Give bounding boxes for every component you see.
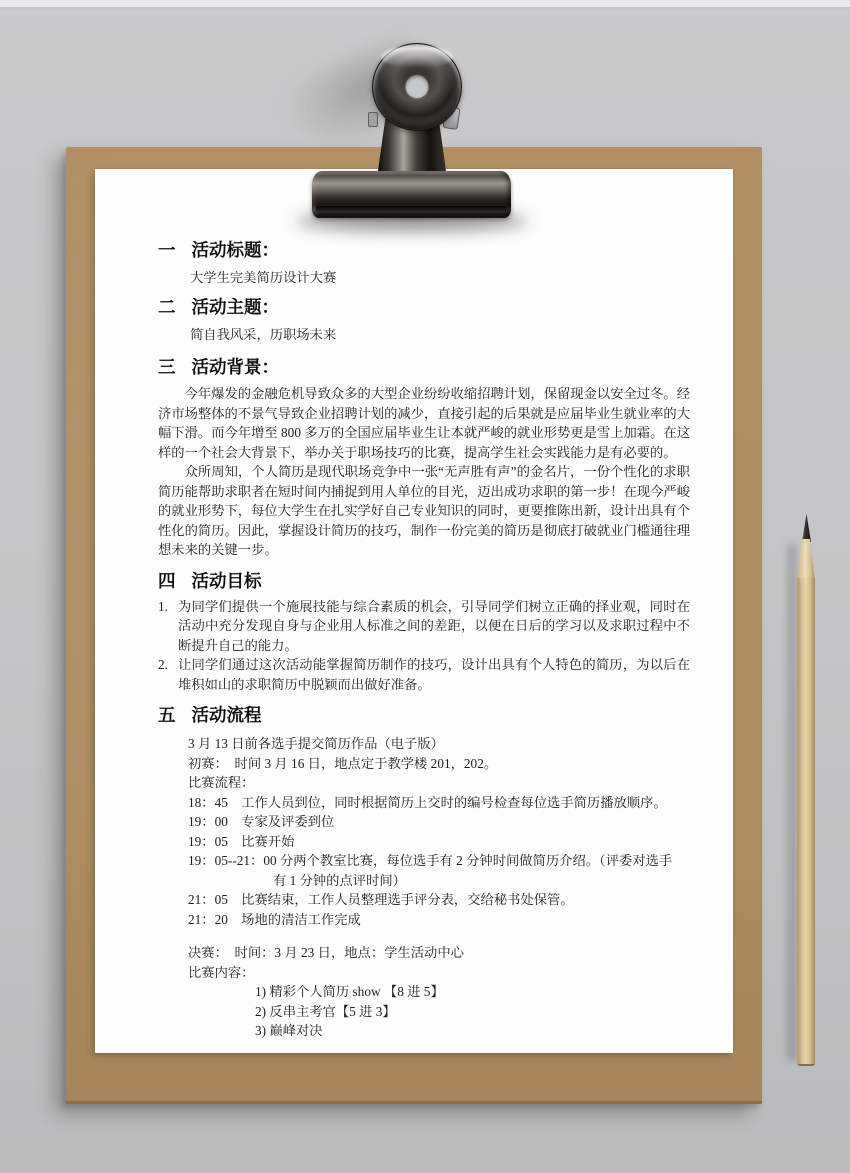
activity-title-text: 大学生完美简历设计大赛	[190, 270, 337, 285]
binder-clip-ring	[372, 43, 462, 131]
section-title: 活动背景：	[191, 357, 279, 377]
section-number: 二	[158, 296, 176, 317]
flow-line: 初赛： 时间 3 月 16 日，地点定于教学楼 201，202。	[188, 755, 498, 771]
document-content	[158, 238, 690, 1041]
pencil-wood-tip	[797, 539, 815, 581]
flow-line: 18：45 工作人员到位，同时根据简历上交时的编号检查每位选手简历播放顺序。	[188, 794, 667, 810]
pencil-shadow	[787, 545, 797, 1061]
goal-text: 为同学们提供一个施展技能与综合素质的机会，引导同学们树立正确的择业观，同时在活动中充分发现自身与企业用人标准之间的差距，以便在日后的学习以及求职过程中不断提升自己的能力。	[178, 598, 690, 653]
goal-number: 1.	[158, 598, 168, 614]
goal-item	[158, 655, 690, 694]
goal-text: 让同学们通过这次活动能掌握简历制作的技巧，设计出具有个人特色的简历，为以后在堆积如山的求职简历中脱颖而出做好准备。	[178, 657, 690, 692]
background-paragraph: 众所周知，个人简历是现代职场竞争中一张“无声胜有声”的金名片，一份个性化的求职简历能帮助求职者在短时间内捕捉到用人单位的目光，迈出成功求职的第一步！在现今严峻的就业形势下，每位大学生在扎实学好自己专业知识的同时，更要推陈出新，设计出具有个性化的简历。因此，掌握设计简历的技巧，制作一份完美的简历是彻底打破就业门槛通往理想未来的关键一步。	[158, 464, 690, 557]
section-heading-5	[158, 703, 690, 727]
section-number: 三	[158, 357, 176, 377]
section-title: 活动目标	[191, 570, 262, 591]
section-title: 活动流程	[191, 705, 262, 725]
final-round-line: 决赛： 时间：3 月 23 日，地点：学生活动中心	[188, 945, 464, 960]
section-title: 活动主题：	[191, 296, 279, 317]
pencil-graphite-tip	[802, 514, 811, 542]
top-wall-strip	[0, 0, 850, 9]
final-round-line: 比赛内容：	[188, 964, 255, 980]
final-round-block	[158, 943, 690, 1041]
goal-item	[158, 597, 690, 656]
section-heading-2	[158, 295, 690, 319]
goals-list	[158, 597, 690, 695]
paper-sheet	[95, 169, 733, 1053]
final-round-item: 3) 巅峰对决	[255, 1023, 323, 1038]
flow-line: 19：00 专家及评委到位	[188, 814, 335, 829]
pencil-body	[797, 578, 815, 1066]
final-round-item: 2) 反串主考官【5 进 3】	[255, 1003, 396, 1019]
flow-line: 比赛流程：	[188, 775, 255, 790]
flow-line: 3 月 13 日前各选手提交简历作品（电子版）	[188, 736, 444, 751]
final-round-item: 1) 精彩个人简历 show 【8 进 5】	[255, 984, 444, 999]
activity-theme-text: 简自我风采，历职场未来	[190, 326, 337, 342]
binder-clip-hole	[406, 75, 429, 98]
flow-line: 21：20 场地的清洁工作完成	[188, 911, 361, 927]
flow-line: 19：05--21：00 分两个教室比赛，每位选手有 2 分钟时间做简历介绍。（评委对选手	[188, 853, 673, 868]
section-number: 一	[158, 240, 176, 260]
flow-line: 19：05 比赛开始	[188, 833, 295, 849]
flow-line-wrapped: 有 1 分钟的点评时间）	[273, 872, 406, 888]
flow-schedule	[158, 734, 690, 929]
section-number: 四	[158, 570, 176, 591]
section-heading-3	[158, 355, 690, 379]
section-heading-1	[158, 238, 690, 262]
section-heading-4	[158, 569, 690, 593]
binder-clip-left-pivot	[368, 112, 378, 127]
section-number: 五	[158, 705, 176, 725]
flow-line: 21：05 比赛结束，工作人员整理选手评分表，交给秘书处保管。	[188, 892, 574, 907]
background-paragraph: 今年爆发的金融危机导致众多的大型企业纷纷收缩招聘计划，保留现金以安全过冬。经济市场整体的不景气导致企业招聘计划的减少，直接引起的后果就是应届毕业生就业率的大幅下滑。而今年增至 800 多万的全国应届毕业生让本就严峻的就业形势更是雪上加霜。在这样的一个社会大背景下，举办关于职场技巧的比赛，提高学生社会实践能力是有必要的。	[158, 386, 690, 460]
section-title: 活动标题：	[191, 240, 279, 260]
goal-number: 2.	[158, 657, 168, 672]
binder-clip-base	[312, 171, 511, 218]
